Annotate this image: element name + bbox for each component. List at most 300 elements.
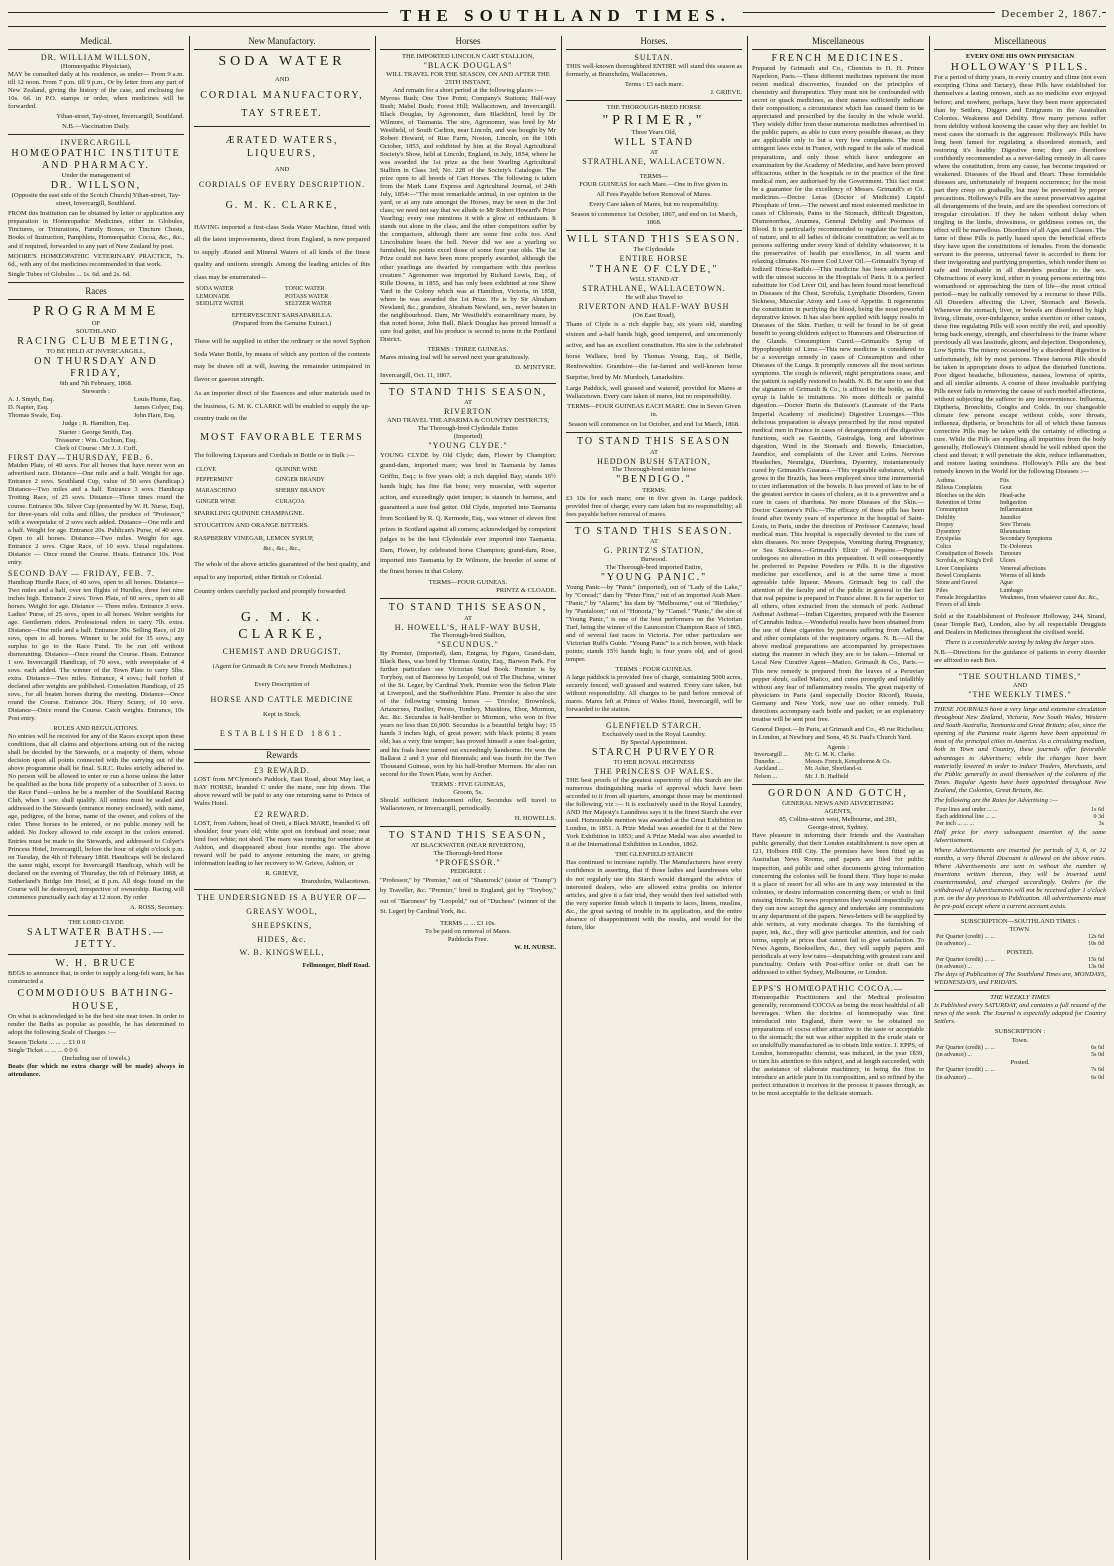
rules-title: RULES AND REGULATIONS. — [53, 725, 139, 733]
disease: Ulcers — [999, 558, 1016, 565]
cordial-item: GINGER BRANDY — [275, 477, 325, 484]
riverton: RIVERTON — [444, 407, 492, 417]
rate-label: Per inch ... ... ... — [936, 821, 974, 828]
douglas-body: Myross Bush; One Tree Point; Company's Stations; Half-way Bush; Mabel Bush; Forest Hill; Wallacetown, and Invercargill. Black Douglas, by Agronomer, dam Blackbird, bred by Dr Wilmore, of Tasmania. The sire, Agronomer, was bred by Mr Westfield, of South Carlton, near Lincoln, and was bought by Mr Robert Howard, of Rise Farm, Noston, Lincoln, on the 10th October, 1853, and exhibited by him at the Royal Agricultural Society's Show, held at Lincoln, England, in July, 1854, where he was awarded the 1st prize as the best Yearling Agricultural Stallion in Class 3rd, No. 228 of the Society's Catalogue. The prize open to all breeds of Cart Horses. The following is taken from the Mark Lane Express and Agricultural Journal, of 24th July, 1854:—"The most remarkable animal, in our opinion in the yard, or at any rate amongst the Horses, may be seen in the 3rd class; we need not say that we allude to Mr Robert Howard's Prize Yearling; every one mentions it with a glow of enthusiasm. It stands out alone in the class, and the other competitors suffer by the comparison, although there are some fine colts too. And Lincolnshire bears the bell. Never did we see a yearling so furnished, his points excel those of some four year olds. The 1st Prize could not have been more properly awarded, although the other yearlings are dwarfed by comparison with this peerless creature." Agronomer was imported by Richard Lewis, Esq., of Rifle Downs, in 1855, and has only been exhibited at one Show Yard in the Colony which was at Hamilton, Victoria, in 1858, where he was awarded the 1st Prize. He is by Sir Abraham Newland, &c.; grandsire, Abraham Newland, sen., never beaten in the neighbourhood. Dam, Mr Westfield's extraordinary mare, by that noted horse, John Bull. Black Douglas has proved himself a sure foal getter, and his produce is second to none in the Portland District. — [380, 94, 556, 343]
prepared-note: (Prepared from the Genuine Extract.) — [232, 320, 332, 328]
posted-label-2: Posted. — [1010, 1059, 1030, 1067]
column-horses-2 — [566, 36, 742, 1560]
agent-name: Mr. J. B. Hadfield — [805, 773, 849, 780]
agent-city: Dunedin ... — [754, 759, 781, 766]
soda-water: SODA WATER — [218, 53, 346, 69]
divider — [566, 717, 742, 718]
disease: Stone and Gravel — [936, 580, 978, 587]
general-news: GENERAL NEWS AND ADVERTISING — [782, 800, 894, 808]
divider — [566, 230, 742, 231]
disease: Dysentery — [936, 529, 961, 536]
column-header: Miscellaneous — [752, 36, 924, 50]
clyde-terms: TERMS—FOUR GUINEAS. — [428, 579, 508, 587]
treasurer: Treasurer : Wm. Cochran, Esq. — [55, 436, 137, 444]
thorough-horse: The Thorough-bred Horse — [433, 850, 503, 857]
cordial-item: MARASCHINO — [196, 488, 237, 495]
table-row — [934, 566, 1106, 573]
strathlane-2: STRATHLANE, WALLACETOWN. — [582, 284, 726, 294]
column-medical — [8, 36, 184, 1560]
primer: "PRIMER," — [602, 112, 706, 128]
stewards-left: A. J. Smyth, Esq. D. Napier, Esq. Thomas Swale, Esq. — [8, 396, 62, 420]
programme-title: PROGRAMME — [32, 303, 160, 319]
stand-season-2: TO STAND THIS SEASON, — [388, 602, 548, 614]
institute-title-3: AND PHARMACY. — [41, 159, 151, 171]
stewards-label: Stewards : — [82, 388, 110, 396]
directions-note: N.B.—Directions for the guidance of patients in every disorder are affixed to each Box. — [934, 648, 1106, 664]
etcetera: &c., &c., &c., — [263, 545, 301, 553]
sultan-terms: Terms : £3 each mare. — [624, 80, 684, 88]
professor-body: "Professor," by "Premier," out of "Shamrock" (sister of "Tramp") by Traveller, &c. "Premier," bred in England, got by "Toryboy," out of "Baroness" by "Leopold," out of "Duchess" (winner of the St. Leger) by Cardinal York, &c. — [380, 876, 556, 916]
water-item: SODA WATER — [196, 286, 234, 293]
lincoln-title: THE IMPORTED LINCOLN CART STALLION, — [401, 52, 535, 60]
divider — [8, 915, 184, 916]
three-years: Three Years Old, — [631, 128, 677, 136]
disease: Lumbago — [999, 587, 1023, 594]
table-row — [934, 602, 1106, 609]
blackwater: AT BLACKWATER (NEAR RIVERTON), — [410, 841, 525, 849]
and-1: AND — [274, 76, 290, 84]
grieve-name: R. GRIEVE, — [265, 870, 299, 878]
young-clyde-body: YOUNG CLYDE by Old Clyde; dam, Flower by Champion; grand-dam, imported mare; was bred in Tasmania by James Griffin, Esq.; is five years old; a rich dappled Bay; stands 16½ hands high; has fine flat bone; very muscular, with superior action, and exceedingly quiet temper; is staunch in harness, and guaranteed a sure foal getter. Old Clyde, imported into Tasmania from Scotland by R. Q. Kermode, Esq., was winner of eleven first prizes in Scotland against all comers; acknowledged by competent judges to be the best Clydesdale ever imported into Tasmania. Dam, Flower, by celebrated horse Champion; grand-dam, Rose, imported into Tasmania by Dr Wilmore, the breeder of some of the finest horses in that Colony. — [380, 451, 556, 575]
reward-1: £3 REWARD. — [254, 766, 310, 776]
water-item: POTASS WATER — [285, 293, 329, 300]
removal-note: To be paid on removal of Mares. — [424, 928, 512, 936]
bathing-house: COMMODIOUS BATHING-HOUSE, — [17, 988, 175, 1012]
sarsaparilla: EFFERVESCENT SARSAPARILLA. — [231, 312, 333, 320]
professor: "PROFESSOR." — [435, 858, 501, 868]
rate-value: 13s 0d — [1088, 963, 1104, 970]
agent-city: Invercargill ... — [754, 751, 788, 758]
chemist: CHEMIST AND DRUGGIST, — [222, 647, 342, 657]
weekly-times: "THE WEEKLY TIMES." — [968, 689, 1072, 699]
heddon-bush: HEDDON BUSH STATION, — [597, 456, 711, 466]
posted-rates-2 — [934, 1067, 1106, 1082]
gordon-body: Have pleasure in informing their friends and the Australian public generally, that their London establishment is now open at 121, Holborn Hill City. The premises have been fitted up as Australian News Rooms, and papers are filed for public inspection, and public and other documents giving information concerning the colonies will be found there. They hope to make it a place of resort for all who are in any way interested in the colonies, or desire information concerning them, or wish to find missing friends. To news proprietors they would respectfully say they can now accept the agency and undertake any commissions in any department of the papers. News-letters will be supplied by able writers, at very moderate charges. To the furnishing of paper, ink, &c., they will give particular attention, and for cash terms, supply at prices that cannot fail to give satisfaction. To News Agents, Booksellers, &c., they will supply papers and periodicals at very low rates—despatching with greatest care and punctuality. Orders with Post-office order or draft can be addressed to either Sydney, Melbourne, or London. — [752, 832, 924, 976]
agents-label: Agents : — [826, 743, 850, 751]
agent-name: Messrs. French, Kempthorne & Co. — [805, 759, 891, 766]
programme-held: TO BE HELD AT INVERCARGILL, — [46, 347, 146, 355]
institute-management: Under the management of — [61, 172, 131, 180]
water-item: TONIC WATER — [285, 286, 325, 293]
greasy-wool: GREASY WOOL, — [246, 907, 318, 917]
willson-name: DR. WILLIAM WILLSON, — [40, 52, 152, 62]
thane-season: Season will commence on 1st October, and end 1st March, 1868. — [568, 421, 740, 429]
champagne: SPARKLING QUININE CHAMPAGNE. — [194, 509, 304, 517]
buyer-title: THE UNDERSIGNED IS A BUYER OF— — [197, 893, 367, 903]
glenfield-starch: GLENFIELD STARCH. — [606, 721, 702, 731]
institute-title-2: HOMŒOPATHIC INSTITUTE — [11, 147, 181, 159]
aerated-waters: ÆRATED WATERS, LIQUEURS, — [225, 135, 339, 159]
will-stand: WILL STAND — [614, 136, 694, 148]
waters-table — [194, 286, 370, 308]
black-douglas: "BLACK DOUGLAS" — [423, 61, 513, 70]
rate-value: 3s — [1098, 821, 1104, 828]
burwood: Burwood. — [640, 555, 668, 563]
rate-label: Per Quarter (credit) ... ... — [936, 1044, 995, 1051]
bendigo-body: £3 10s for each mare; one in five given in. Large paddock provided free of charge; every care taken but no responsibility; all fees payable before removal of mares. — [566, 494, 742, 518]
gordon-gotch: GORDON AND GOTCH, — [768, 788, 908, 800]
rate-label: (in advance) ... — [936, 963, 972, 970]
divider — [8, 282, 184, 283]
rate-value: 5s 0d — [1091, 1051, 1104, 1058]
newspaper-title: THE SOUTHLAND TIMES. — [388, 6, 743, 26]
programme-southland: SOUTHLAND — [75, 327, 117, 335]
east-road: (On East Road), — [632, 311, 676, 319]
disease: Retention of Urine — [936, 499, 981, 506]
mintyre-date: Invercargill, Oct. 11, 1867. — [380, 371, 452, 379]
saving-note: There is a considerable saving by taking the larger sizes. — [944, 638, 1096, 646]
rate-value: 10s 0d — [1088, 941, 1104, 948]
collins-street: 85, Collins-street west, Melbourne, and 281, — [779, 816, 897, 824]
cordial-item: CURAÇOA — [275, 499, 305, 506]
disease: Liver Complaints — [936, 565, 979, 572]
cordials: CORDIALS OF EVERY DESCRIPTION. — [198, 179, 366, 189]
divider — [194, 126, 370, 127]
disease: Tic-Doloreux — [999, 543, 1033, 550]
holloway-body: For a period of thirty years, in every country and clime (not even excepting China and Tartary), these Pills have established for themselves a lasting renown, such as no medicine ever enjoyed before; and nowhere, perhaps, have they been more appreciated than by Settlers, Diggers and Emigrants in the Australian Colonies. Weakness and Debility. How many persons suffer from debility without knowing the cause why they are feeble! In most cases the stomach is the aggressor. Holloway's Pills have long been famed for regulating a disordered stomach, and restoring it's healthy Digestive tone; they are therefore confidently recommended as a never-failing remedy in all cases where the constitution, from any cause, has become impaired or weakened. Diseases of the Head and Heart. These formidable diseases are, unfortunately of frequent occurrence; for the most part they creep on gradually, but may be prevented by proper precautions. Holloway's Pills are the surest preservatives against all derangements of the brain, and are the speediest correctors of irregular circulation. If they be taken without delay when tingling in the limbs, drowsiness, or giddiness comes on, the effect will be marvellous. Disorders of all Ages and Classes. The fame of these Pills is partly based upon the beneficial effects they have upon the constitutions of females. From the domestic servant to the peeress, universal favor is accorded to them for their invigorating and purifying properties, which render them so safe and invaluable in all disorders peculiar to the sex. Obstructions of every kind, either in young persons entering into womanhood or approaching the turn of life—the most critical period—may be radically removed by a recourse to these Pills. All Disorders affecting the Liver, Stomach and Bowels. Whenever the stomach, liver, or bowels are disordered by high living, climate, over-indulgence, undue exertion or other causes, these fine regulating Pills will soon rectify the evil, and speedily bring back energy, strength, and cheerfulness to the frame where previously all was lassitude, gloom, and dejection. Despondency, Low Spirits. The misery occasioned by a disordered digestion is unfortunately, felt by most persons. These famous Pills should be taken in appropriate doses to adjust the disturbed functions. Poor digest headache, biliousness, nausea, lowness of spirits, and all similar ailments. A course of these invaluable purifying Pills never fails in removing the cause of such morbid affections, without subjecting the sufferer to any inconvenience. Influenza, Diptheria, Bronchitis, Coughs and Colds. In our changeable climate few persons escape without colds, sore throats, influenza, diptheria, or bronchitis for all of which these famous corrective Pills may be taken with the certainty of effecting a cure. While the Pills are expelling all impurities from the body generally, Holloway's Ointment should be well rubbed upon the chest and throat; it will penetrate the skin, reduce inflammation, and restore lasting soundness. Holloway's Pills are the best remedy known in the World for the following Diseases :— — [934, 74, 1106, 475]
douglas-remain: And remain for a short period at the following places :— — [392, 86, 544, 94]
divider — [934, 668, 1106, 669]
disease: Piles — [936, 587, 948, 594]
clarke-name: G. M. K. CLARKE, — [225, 199, 339, 211]
young-panic-body-2: A large paddock is provided free of charge, containing 5000 acres, securely fenced, well grassed and watered. Every care taken, but without responsibility. All charges to be paid before removal of mares. Mares left at Prince of Wales Hotel, Invercargill, will be forwarded to the station. — [566, 674, 742, 714]
races-header: Races — [8, 286, 184, 300]
every-description: Every Description of — [254, 680, 310, 688]
baths-title-1: THE LORD CLYDE — [68, 918, 124, 926]
disease: Sore Throats — [999, 521, 1031, 528]
starter: Starter : George Smith, Esq. — [58, 428, 134, 436]
rate-value: 6s 6d — [1091, 1044, 1104, 1051]
town-rates-2 — [934, 1045, 1106, 1060]
douglas-mares: Mares missing foal will be served next year gratuitously. — [380, 353, 530, 361]
hides: HIDES, &c. — [257, 934, 307, 944]
stand-season-1: TO STAND THIS SEASON, — [388, 386, 548, 398]
table-row — [934, 544, 1106, 551]
at-1: AT — [463, 399, 473, 407]
disease: Indigestion — [999, 499, 1027, 506]
divider — [934, 702, 1106, 703]
panic-terms: TERMS : FOUR GUINEAS. — [615, 666, 693, 674]
terms: TERMS— — [639, 172, 669, 180]
table-row — [194, 301, 370, 308]
agent-note: (Agent for Grimault & Co's new French Medicines.) — [212, 662, 352, 670]
table-row — [934, 964, 1106, 971]
column-rule — [561, 36, 562, 1560]
nurse-name: W. H. NURSE. — [514, 944, 556, 952]
programme-meeting: RACING CLUB MEETING, — [17, 335, 175, 347]
journals-text: THESE JOURNALS have a very large and extensive circulation throughout New Zealand, Victoria, New South Wales, Western and South Australia, Tasmania and Great Britain; also, since the opening of the Panama route Agents have been appointed in most of the principal cities in America. As a circulating medium, both in Town and Country, these journals offer favorable advantages to Advertisers; while the charges have been materially lowered in order to induce Traders, Merchants, and the Public generally to avail themselves of the columns of the Times. Regular Agents have been appointed throughout New Zealand, the Colonies, Great Britain, &c. — [934, 706, 1106, 794]
table-row — [934, 478, 1106, 485]
rate-label: Per Quarter (credit) ... ... — [936, 934, 995, 940]
howells-name: H. HOWELLS. — [514, 814, 556, 822]
table-row — [752, 752, 924, 759]
cordial-item: QUININE WINE — [275, 466, 318, 473]
at: AT — [649, 149, 659, 157]
table-row — [934, 588, 1106, 595]
rate-label: (in advance) ... — [936, 941, 972, 948]
thorough-imported: The Thorough-bred imported Entire, — [605, 563, 703, 571]
second-day-body: Handicap Hurdle Race, of 40 sovs, open to all horses. Distance—Two miles and a half, over ten flights of Hurdles, three feet nine inches high. Entrance 2 sovs. Town Plate, of 60 sovs., open to all horses. Weight for age. Distance — Three miles. Entrance 3 sovs. Ladies' Purse, of 25 sovs., open to all horses. Welter weights for age. Gentlemen riders. Professional riders to carry 7lb. extra. Distance—One mile and a half. Entrance 30s. Selling Race, of 20 sovs, open to all horses. Winner to be sold for 35 sovs.; any surplus to go to the Race Fund. To be run off without dismounting. Distance—Once round the Course. Heats. Entrance 1 sov. Invercargill Handicap, of 70 sovs., with sweepstake of 4 sovs. each added. The winner of the Town Plate to carry 5lbs. extra. Distance—Two miles. Entrance, 4 sovs.; half forfeit if declared after weights are published. Consolation Handicap, of 25 sovs., for all beaten horses during the meeting. Distance—Once round the Course. Entrance 20s. Hurry Scurry, of 10 sovs. Distance—Once round the Course. Catch weights. Entrance, 10s Post entry. — [8, 578, 184, 723]
table-row — [934, 493, 1106, 500]
disease: Scrofula, or King's Evil — [936, 558, 993, 565]
water-item: LEMONADE — [196, 293, 230, 300]
travel-districts: AND TRAVEL THE APARIMA & COUNTRY DISTRICTS, — [386, 416, 550, 424]
rates-label: The following are the Rates for Advertising :— — [934, 796, 1058, 804]
starch-purveyor: STARCH PURVEYOR — [591, 747, 717, 759]
posted-rates — [934, 957, 1106, 972]
diseases-table — [934, 478, 1106, 610]
disease: Worms of all kinds — [999, 573, 1046, 580]
will-stand-season: WILL STAND THIS SEASON. — [566, 234, 742, 246]
rate-value: 12s 6d — [1088, 934, 1104, 940]
grieve-address: Branxholm, Wallacetown. — [301, 878, 370, 886]
table-row — [934, 529, 1106, 536]
sheepskins: SHEEPSKINS, — [251, 920, 313, 930]
table-row — [934, 515, 1106, 522]
imported: (Imported) — [453, 432, 483, 440]
table-row — [934, 807, 1106, 814]
programme-dates: 6th and 7th February, 1868. — [59, 380, 133, 388]
disease: Colics — [936, 543, 952, 550]
institute-single: Single Tubes of Globules ... 1s. 6d. and 2s. 6d. — [8, 270, 131, 278]
care-taken: Every Care taken of Mares, but no responsibility. — [589, 201, 719, 209]
programme-days: ON THURSDAY AND FRIDAY, — [34, 355, 158, 380]
young-clyde: "YOUNG CLYDE." — [428, 441, 508, 450]
issue-date: December 2, 1867. — [995, 8, 1102, 20]
column-manufactory — [194, 36, 370, 1560]
columns-area — [8, 36, 1106, 1560]
divider — [566, 100, 742, 101]
subscription-label: SUBSCRIPTION : — [994, 1028, 1046, 1036]
institute-title-1: INVERCARGILL — [60, 137, 132, 147]
town-rates — [934, 934, 1106, 949]
agent-name: Mr. Asher, Shortland-st. — [805, 766, 863, 773]
entire-horse: ENTIRE HORSE — [619, 254, 689, 264]
disease: Tumours — [999, 551, 1022, 558]
clerk: Clerk of Course : Mr J. J. Cuff. — [54, 444, 138, 452]
clydesdale: The Clydesdale — [633, 246, 675, 254]
rules-body: No entries will be received for any of the Races except upon these conditions, that all claims and objections arising out of the racing shall be decided by the Stewards, or a majority of them, whose decision upon all points connected with the carrying out of the above programme shall be final. S.R.C. Rules strictly adhered to. No person will be allowed to enter or run a horse unless the latter be qualified as the bona fide property of a subscriber of 3 sovs. to the Race Fund—unless he be a member of the Southland Racing Club, when 1 sov. shall qualify. All entries must be sealed and addressed to the Stewards (entrance money enclosed), with name, age, pedigree, of the horse, name of the owner, and colors of the rider. Three horses to be entered, or no public money will be added. No Jockey allowed to ride except in the colors entered. Entries must be made to the Stewards, and addressed to Colyer's Princess Hotel, Invercargill, before the hour of eight o'clock p.m. on Tuesday, the 4th of February 1868. Handicaps will be declared the same night, except for Invercargill Handicap, which will be declared on the evening of Thursday, the 6th of February 1868, at Sutherland's Bridge Inn Hotel, at 8 p.m. All dogs found on the Course will be destroyed, irrespective of ownership. Racing will commence punctually each day at 12 noon. By order — [8, 733, 184, 901]
rate-value: 15s 6d — [1088, 956, 1104, 963]
stewards-right: Louis Hume, Esq. James Colyer, Esq. John Hare, Esq. — [133, 396, 184, 420]
column-rule — [929, 36, 930, 1560]
willson-sub: (Homœopathic Physician), — [60, 62, 132, 70]
disease: Weakness, from whatever cause &c. &c., — [999, 594, 1099, 601]
kingswell-name: W. B. KINGSWELL, — [239, 948, 325, 958]
first-day-body: Maiden Plate, of 40 sovs. For all horses that have never won an advertised race. Distance—One mile and a half. Weight for age. Entrance 2 sovs. Southland Cup, value of 50 sovs (handicap.) Distance—Two miles and a half. Entrance 3 sovs. Handicap Trotting Race, of 25 sovs. Distance—Three times round the course. Entrance 30s. Silver Cup (presented by W. H. Nurse, Esq), for three-years old colts and fillies, the produce of "Professor," with a sweepstake of 2 sovs each added. Distance—One mile and a half. Weight for age. Entrance 20s. Publican's Purse, of 40 sovs. Open to all horses. Distance—Two miles. Weight for age. Entrance 2 sovs. Cigar Race, of 10 sovs. Usual regulations. Distance — Once round the Course. Heats. Entrance 10s. Post entry. — [8, 462, 184, 566]
disease: Female Irregularities — [936, 594, 987, 601]
first-day: FIRST DAY—THURSDAY, FEB. 6. — [8, 452, 154, 462]
grieve-signature: J. GRIEVE. — [710, 88, 742, 96]
reward-2-body: LOST, from Ashton, head of Oreti, a Black MARE, branded G off shoulder; four years old; white spot on forehead and nose; near hind foot white; not shod. The mare was running for sometime at Ashton, and disappeared about four months ago. The above reward will be paid to anyone returning the mare, or giving information leading to her recovery to W. Grieve, Ashton, or — [194, 820, 370, 868]
table-row — [194, 475, 370, 486]
professor-terms: TERMS ... ... £3 10s. — [440, 920, 496, 927]
posted-label: POSTED. — [1006, 948, 1034, 956]
second-day: SECOND DAY — FRIDAY, FEB. 7. — [8, 568, 155, 578]
bruce-body-2: On what is acknowledged to be the best site near town. In order to render the Baths as popular as possible, he has determined to adopt the following Scale of Charges :— — [8, 1012, 184, 1036]
water-item: SELTZER WATER — [285, 301, 332, 307]
mintyre-name: D. M'INTYRE. — [515, 363, 556, 371]
masthead — [8, 4, 1106, 34]
bendigo: "BENDIGO." — [616, 474, 692, 486]
bruce-body: BEGS to announce that, in order to supply a long-felt want, he has constructed a — [8, 970, 184, 986]
rules-signature: A. ROSS, Secretary. — [130, 903, 184, 911]
agent-name: Mr. G. M. K. Clarke. — [805, 751, 856, 758]
at-2: AT — [463, 614, 473, 622]
stand-season-5: TO STAND THIS SEASON. — [574, 525, 734, 537]
agents-table — [752, 752, 924, 781]
disease: Jaundice — [999, 514, 1021, 521]
agents-heading: AGENTS, — [824, 808, 852, 816]
howell-bush: H. HOWELL'S, HALF-WAY BUSH, — [394, 622, 542, 632]
column-header: Medical. — [8, 36, 184, 50]
travel-also: He will also Travel to — [625, 294, 683, 302]
disease: Bilious Complaints — [936, 485, 983, 492]
disease: Constipation of Bowels — [936, 551, 993, 558]
liqueurs-intro: The following Liqueurs and Cordials in Bottle or in Bulk :— — [194, 452, 355, 460]
secundus-terms: TERMS : FIVE GUINEAS, — [431, 780, 505, 788]
disease: Fevers of all kinds — [936, 602, 981, 609]
table-row — [934, 558, 1106, 565]
stewards-list — [8, 396, 184, 420]
cordial-manufactory: CORDIAL MANUFACTORY, — [200, 90, 364, 102]
table-row — [934, 814, 1106, 821]
disease: Head-ache — [999, 492, 1026, 499]
special-appointment: By Special Appointment. — [620, 739, 688, 747]
disease: Consumption — [936, 507, 969, 514]
willson-body: MAY be consulted daily at his residence, as under— From 9 a.m. till 12 noon. From 7 p.m. till 9 p.m., Or by letter from any part of New Zealand, giving the history of the case, and enclosing fee 10s. 6d. in P.O. stamps or order, when medicines will be forwarded. — [8, 70, 184, 110]
disease: Blotches on the skin — [936, 492, 985, 499]
divider — [752, 784, 924, 785]
bruce-name: W. H. BRUCE — [55, 958, 137, 970]
four-guineas: FOUR GUINEAS for each Mare.—One in five given in. — [579, 180, 729, 188]
column-misc-1 — [752, 36, 924, 1560]
reward-2: £2 REWARD. — [254, 810, 310, 820]
divider — [934, 990, 1106, 991]
primer-head: THE THOROUGH-BRED HORSE — [606, 103, 702, 111]
table-row — [934, 1075, 1106, 1082]
disease: Asthma — [936, 477, 955, 484]
glenfield-2: THE GLENFIELD STARCH — [615, 851, 693, 859]
table-row — [194, 486, 370, 497]
cordials-table — [194, 465, 370, 508]
kingswell-address: Fellmonger, Bluff Road. — [302, 962, 370, 970]
divider — [934, 914, 1106, 915]
french-body: Prepared by Grimault and Co., Chemists to H. H. Prince Napoleon, Paris.—These different medicines represent the most recent medical discoveries, founded on the principles of chemistry and therapeutics. They must not be confounded with secret or quack medicines, as their names sufficiently indicate their composition; a circumstance which has caused them to be appreciated and prescribed by the faculty in the whole world. They widely differ from those numerous medicines advertised in the public papers, as able to cure every possible disease, as they are applicable only to but a very few complaints. The most stringent laws exist in France, with regard to the sale of medical preparations, and only those which have undergone an examination by the Academy of Medicine, and have been proved efficacious, either in the hospitals or in the practice of the first medical men, are authorised by the Government. This fact must be a guarantee for the excellency of Messrs. Grimault's et Co. medicines.—Doctor Leras (Doctor of Medicine) Liquid Phosphate of Iron.—The newest and most esteemed medicine in cases of Chlorosis, Pains in the Stomach, difficult Digestion, Dismenorrhea, Anæmea, General Debility and Poorness of Blood. It is particularly recommended to regulate the functions of nature, and to all ladies of delicate constitution; as well as to persons suffering under every kind of debility whatsoever, it is the preservative of health par excellence, in all warm and relaxing climates. No more Cod Liver Oil.—Grimault's Syrup of Iodized Horse-Radish.—This medicine has been administered with the utmost success in the Hospitals of Paris. It is a perfect substitute for Cod Liver Oil, and has been found most beneficial in Diseases of the Chest, Scrofula, Lymphatic Disorders, Green Sickness, Muscular Atony and Loss of Appetite. It regenerates the constitution in purifying the blood, being the most powerful depurative known. It has also been applied with happy results in Diseases of the Skin. Further, it will be found to be of great benefit to young children subject to Humours and Obstruction of the Glands. Consumption Cured.—Grimault's Syrup of Hypophosphite of Lime.—This new medicine is considered to be a sovereign remedy in cases of Consumption and other Diseases of the Lungs. It promptly removes all the most serious symptoms. The cough is relieved, night perspirations cease, and the patient is rapidly restored to health. N. B. Be sure to see that the signature of Grimault & Co., is affixed to the bottle, as this syrup is liable to imitations. No more difficult or painful digestion.—Doctor Burin du Buisson's (Laureate of the Paris Imperial Academy of medicine) Digestive Lozenges.—This delicious preparation is always prescribed by the most reputed medical men in France in cases of derangements of the digestive functions, such as Gastritis, Gastralgia, long and laborious digestion, Wind in the Stomach and Bowels, Emaciation, Jaundice, and complaints of the Liver and Loins. Nervous Headaches, Neuralgia, Diarrhœa, Dysentry, instantaneously cured by Grimault's Guarana.—This vegetable substance, which grows in the Brazils, has been employed since time immemorial to cure inflammation of the bowels. It has proved of late to be of the greatest service in cases of cholera, as it is a preventive and a cure in cases of diarrhœa. No more Diseases of the Skin.—Doctor Cazenave's Pills.—The efficacy of these pills has been found after twenty years of experience in the hospital of Saint-Louis, in Paris, under the direction of Professor Cazenave, head medical man. This hospital is especially devoted to the cure of skin diseases. No more Dyspepsia, Vomiting during Pregnancy, or Sea Sickness.—Grimault's Elixir of Pepsine.—Pepsine undergoes no alteration in this preparation. It will consequently be preferred to Pepsine Powders or Pills. It is the digestive medicine par excellence, and is at the same time a most agreeable table liqueur. Messrs. Grimault beg to call the attention of the faculty and of the public in general to the fact that real pepsine is prepared in France alone. It is far superior to all others, often extracted from the stomach of pork. Asthma! Asthma! Asthma!—Indian Cigarettes, prepared with the Essence of Cannabis Indica.—Wonderful results have been obtained from the use of these cigarettes by persons suffering from Asthma, and other complaints of the respiratory organs. N. B.—All the above medical preparations are accompanied by prospectuses stating the manner in which they are to be taken.—Internal or Local New Curative Agent—Matico. Grimault & Co., Paris.—This new remedy is prepared from the leaves of a Peruvian pepper shrub, called Matico, and cures promptly and infallibly without any fear of inflammatory results. The great majority of physicians in Paris (and especially Doctor Ricord), Russia, Germany and New York, now use no other remedy. Full directions accompany each bottle and packet; or an explanatory treatise will be sent post free. — [752, 65, 924, 723]
pedigree: PEDIGREE : — [450, 867, 486, 875]
groom: Groom, 5s. — [453, 788, 483, 796]
column-misc-2 — [934, 36, 1106, 1560]
holloways-pills: HOLLOWAY'S PILLS. — [950, 61, 1090, 73]
epps-body: Homœopathic Practitioners and the Medical profession generally, recommend COCOA as being the most healthful of all beverages. When the doctrine of homœopathy was first introduced into England, there were to be obtained no preparations of cocoa either attractive to the taste or acceptable to the stomach; the nut was either supplied in the crude state or so unskilfully manufactured as to obtain little notice. J. EPPS, of London, homœopathic chemist, was induced, in the year 1839, to turn his attention to this subject, and at length succeeded, with the assistance of elaborate machinery, in being the first to introduce an article pure in its composition, and so refined by the perfect trituration it receives in the process it passes through, as to be most acceptable to the delicate stomach. — [752, 993, 924, 1098]
table-row — [934, 580, 1106, 587]
divider — [380, 383, 556, 384]
half-price: Half price for every subsequent insertion of the same Advertisement. — [934, 828, 1106, 844]
rate-value: 0 3d — [1093, 814, 1104, 820]
institute-moore: MOORE'S HOMŒOPATHIC VETERINARY PRACTICE, 7s. 6d., with any of the medicines recommended in that work. — [8, 252, 184, 268]
paddock-text: Large Paddock, well grassed and watered, provided for Mares at Wallacetown. Every care taken of mares, but no responsibility. — [566, 385, 742, 401]
masthead-rule-bottom — [8, 26, 1106, 27]
french-medicines: FRENCH MEDICINES. — [771, 52, 905, 64]
column-header: Miscellaneous — [934, 36, 1106, 50]
country-orders: Country orders carefully packed and promptly forwarded. — [194, 588, 347, 596]
table-row — [194, 294, 370, 301]
raspberry: RASPBERRY VINEGAR, LEMON SYRUP, — [194, 534, 314, 542]
divider — [566, 432, 742, 433]
divider — [194, 889, 370, 890]
thane-terms: TERMS—FOUR GUINEAS EACH MARE. One in Seven Given in. — [567, 403, 741, 419]
cordial-item: GINGER WINE — [196, 499, 236, 506]
rate-value: 6s 0d — [1091, 1074, 1104, 1081]
rate-label: Each additional line ... ... — [936, 814, 996, 820]
secundus-body: By Premier, (imported), dam, Enigma, by Figaro, Grand-dam, Black Bess, was bred by Thomas Austin, Esq., Barwon Park. For further particulars see Victorian Stud Book. Premier is by Toryboy, out of Baroness by Leopold, out of The Duchess, winner of the St. Leger, by Cardinal York. Premier won the Sefton Plate at Liverpool, and the Staffordshire Plate. Premier is also the sire of the following winning horses — Tricolor, Brownlock, Artaxerxes, Fusilier, Presto, Tomboy, Musidora, Ebor, Mormon, &c. &c. Secundus is half-brother to Mormon, who won in five years no less than £6,900. Secundus is a beautiful bright bay; 15 hands 3 inches high, of great power; with black points; 8 years old; has a very fine temper; has proved himself a sure foal-getter, and his foals have turned out exceedingly handsome. He won the Ballarat 2 and 3 year old Biennials; and was fourth for the Two Thousand Guineas, won by his half-brother Mormon. He also ran second for the Town Plate, won by Archer. — [380, 650, 556, 778]
rate-value: 7s 6d — [1091, 1067, 1104, 1074]
glenfield-2-body: Has continued to increase rapidly. The Manufacturers have every confidence in asserting, that if those ladies and laundresses who do not regularly use this Starch would disregard the advice of interested dealers, who are allowed extra profits on inferior articles, and give it a fair trial, they would then feel satisfied with the very superior finish which it imparts to laces, linens, muslins, &c., the great saving of trouble in its application, and the entire absence of disappointment with the results, and would for the future, like — [566, 859, 742, 931]
rate-value: 1s 6d — [1091, 806, 1104, 813]
judge: Judge : R. Hamilton, Esq. — [62, 420, 130, 428]
cordial-item: PEPPERMINT — [196, 477, 233, 484]
rewards-header: Rewards — [194, 749, 370, 764]
george-street: George-street, Sydney. — [807, 824, 869, 832]
and-2: AND — [274, 165, 290, 173]
table-row — [752, 759, 924, 766]
cordial-item: SHERRY BRANDY — [275, 488, 326, 495]
towels: (Including use of towels.) — [62, 1054, 130, 1062]
stoughton: STOUGHTON AND ORANGE BITTERS. — [194, 522, 309, 530]
willson-address: Ythan-street, Tay-street, Invercargill, Southland. — [56, 112, 184, 120]
printz-station: G. PRINTZ'S STATION, — [603, 545, 705, 555]
table-row — [194, 465, 370, 476]
disease: Gout — [999, 485, 1012, 492]
season-commence: Season to commence 1st October, 1867, and end on 1st March, 1868. — [570, 211, 738, 227]
disease: Inflammation — [999, 507, 1033, 514]
bendigo-terms: TERMS: — [642, 486, 666, 494]
column-rule — [375, 36, 376, 1560]
divider — [380, 598, 556, 599]
table-row — [934, 1045, 1106, 1052]
table-row — [934, 522, 1106, 529]
thorough-entire: The Thorough-bred entire horse — [611, 466, 697, 474]
thane-of-clyde: "THANE OF CLYDE," — [589, 264, 719, 276]
clarke-body: HAVING imported a first-class Soda Water Machine, fitted with all the latest improvements, direct from England, is now prepared to supply Ærated and Mineral Waters of all kinds of the finest quality and uniform strength. Among the leading articles of this class may be enumerated— — [194, 223, 370, 281]
column-header: New Manufactory. — [194, 36, 370, 50]
where-text: Where Advertisements are inserted for periods of 3, 6, or 12 months, a very liberal Discount is allowed on the above rates. Where Advertisements are sent in without the number of insertions written thereon, they will be inserted until countermanded, and charged accordingly. Orders for the withdrawal of Advertisements will not be received after 1 o'clock p.m. on the day previous to Publication. All advertisements must be pre-paid except where a current account exists. — [934, 846, 1106, 910]
disease: Ague — [999, 580, 1013, 587]
agent-city: Nelson ... — [754, 773, 777, 780]
column-rule — [189, 36, 190, 1560]
weekly-title: THE WEEKLY TIMES — [990, 994, 1050, 1002]
table-row — [934, 821, 1106, 828]
table-row — [194, 497, 370, 508]
table-row — [934, 957, 1106, 964]
baths-title-2: SALTWATER BATHS.—JETTY. — [26, 926, 166, 951]
programme-of: OF — [91, 319, 101, 327]
thane-body: Thane of Clyde is a rich dapple bay, six years old, standing sixteen and a-half hands high, good tempered, and uncommonly active, and has an excellent constitution. His sire is the celebrated horse Wallace, bred by Thomas Young, Esq., of Beille, Renfrewshire. Grandsire—the far-famed and well-known horse Surprise, bred by Mr. Murdoch, Lanarkshire. — [566, 320, 742, 381]
disease: Secondary Symptoms — [999, 536, 1053, 543]
divider — [8, 134, 184, 135]
thorough-stallion: The Thorough-bred Stallion, — [430, 632, 506, 640]
young-panic: "YOUNG PANIC." — [600, 571, 708, 583]
sold-at: Sold at the Establishment of Professor Holloway, 244, Strand, (near Temple Bar), London, also by all respectable Druggists and Dealers in Medicines throughout the civilised world. — [934, 612, 1106, 636]
disease: Erysipelas — [936, 536, 961, 543]
will-stand-at: WILL STAND AT — [629, 276, 679, 284]
fees-payable: All Fees Payable before Removal of Mares. — [596, 191, 712, 199]
